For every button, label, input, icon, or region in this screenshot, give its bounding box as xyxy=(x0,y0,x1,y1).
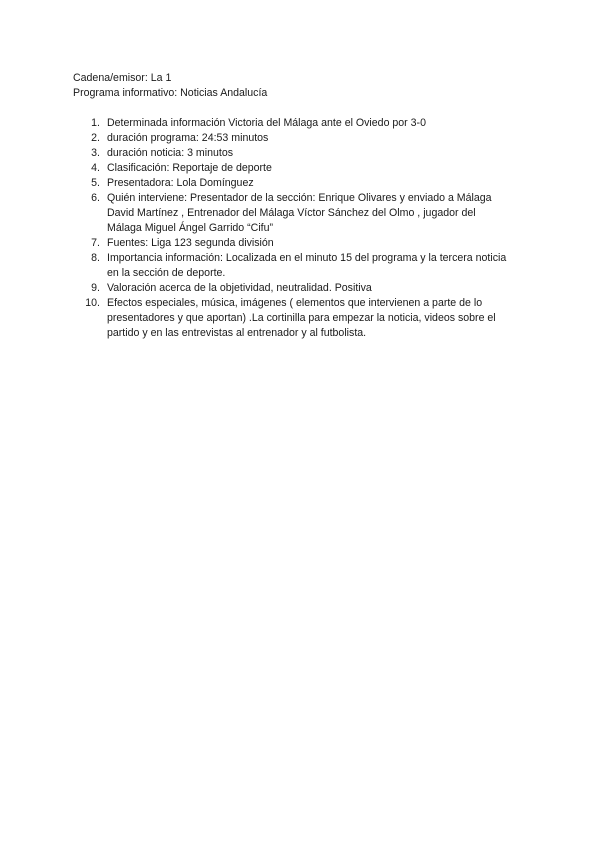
document-header xyxy=(73,71,553,101)
item-text-line: Málaga Miguel Ángel Garrido “Cifu” xyxy=(107,222,274,234)
item-text-line: Quién interviene: Presentador de la sección: Enrique Olivares y enviado a Málaga xyxy=(107,192,492,204)
item-number: 8. xyxy=(91,252,100,264)
list-item xyxy=(80,281,540,296)
item-text-line: duración noticia: 3 minutos xyxy=(107,147,234,159)
list-item xyxy=(80,296,540,341)
item-text-line: Fuentes: Liga 123 segunda división xyxy=(107,237,274,249)
item-text-line: Clasificación: Reportaje de deporte xyxy=(107,162,272,174)
item-text-line: en la sección de deporte. xyxy=(107,267,226,279)
program-line: Programa informativo: Noticias Andalucía xyxy=(73,87,268,99)
item-text xyxy=(107,296,540,341)
item-text xyxy=(107,176,540,191)
analysis-list xyxy=(80,116,540,341)
item-text xyxy=(107,131,540,146)
item-text xyxy=(107,161,540,176)
list-item xyxy=(80,146,540,161)
item-number: 6. xyxy=(91,192,100,204)
item-number: 1. xyxy=(91,117,100,129)
item-text-line: Importancia información: Localizada en el minuto 15 del programa y la tercera noticia xyxy=(107,252,507,264)
item-number: 4. xyxy=(91,162,100,174)
list-item xyxy=(80,131,540,146)
item-text-line: presentadores y que aportan) .La cortinilla para empezar la noticia, videos sobre el xyxy=(107,312,496,324)
item-number: 9. xyxy=(91,282,100,294)
item-text xyxy=(107,281,540,296)
item-text-line: David Martínez , Entrenador del Málaga Víctor Sánchez del Olmo , jugador del xyxy=(107,207,476,219)
list-item xyxy=(80,251,540,281)
item-number: 7. xyxy=(91,237,100,249)
item-text-line: duración programa: 24:53 minutos xyxy=(107,132,269,144)
item-text-line: Determinada información Victoria del Málaga ante el Oviedo por 3-0 xyxy=(107,117,426,129)
item-text-line: Efectos especiales, música, imágenes ( elementos que intervienen a parte de lo xyxy=(107,297,483,309)
item-text-line: Valoración acerca de la objetividad, neutralidad. Positiva xyxy=(107,282,372,294)
list-item xyxy=(80,236,540,251)
item-text-line: Presentadora: Lola Domínguez xyxy=(107,177,254,189)
channel-line: Cadena/emisor: La 1 xyxy=(73,72,172,84)
list-item xyxy=(80,176,540,191)
list-item xyxy=(80,161,540,176)
item-text xyxy=(107,191,540,236)
list-item xyxy=(80,116,540,131)
item-number: 10. xyxy=(85,297,100,309)
list-item xyxy=(80,191,540,236)
item-number: 5. xyxy=(91,177,100,189)
item-number: 2. xyxy=(91,132,100,144)
item-text xyxy=(107,116,540,131)
item-text xyxy=(107,251,540,281)
item-text xyxy=(107,146,540,161)
item-text xyxy=(107,236,540,251)
item-number: 3. xyxy=(91,147,100,159)
item-text-line: partido y en las entrevistas al entrenador y al futbolista. xyxy=(107,327,367,339)
